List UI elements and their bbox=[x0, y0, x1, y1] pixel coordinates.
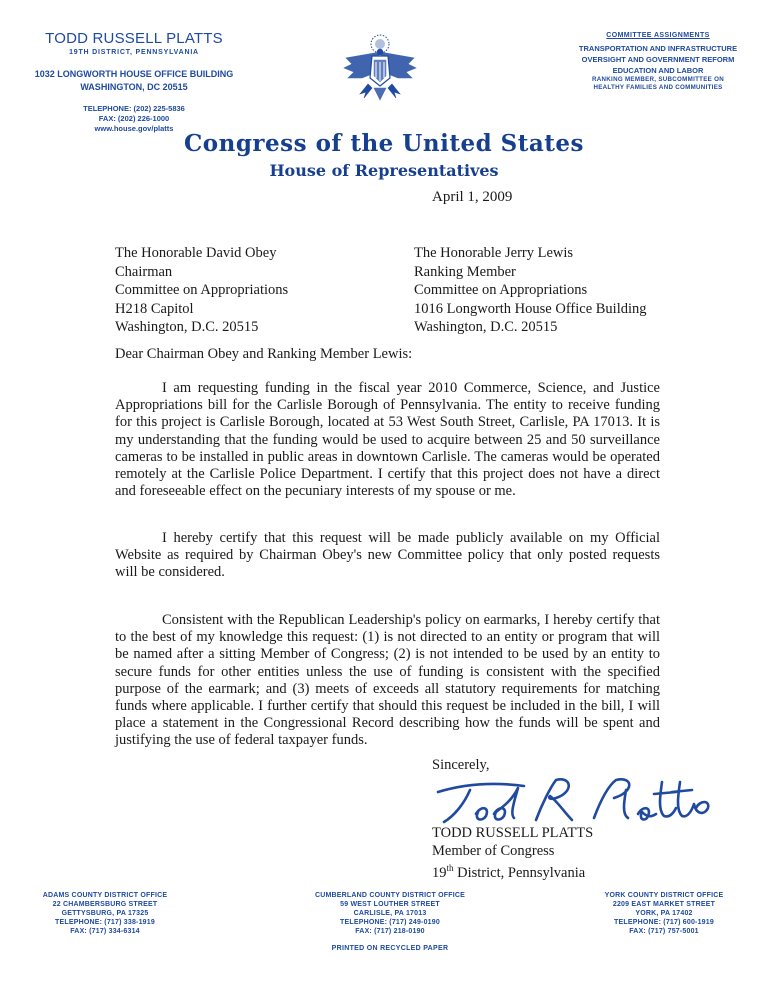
signer-title: Member of Congress bbox=[432, 842, 555, 859]
footer-line: FAX: (717) 218-0190 bbox=[355, 928, 425, 935]
address-line: The Honorable David Obey bbox=[115, 245, 277, 261]
member-district: 19TH DISTRICT, PENNSYLVANIA bbox=[69, 49, 199, 56]
footer-line: GETTYSBURG, PA 17325 bbox=[61, 910, 149, 917]
committee-assignments bbox=[548, 32, 768, 92]
closing: Sincerely, bbox=[432, 757, 490, 773]
body-paragraph-3 bbox=[115, 612, 660, 750]
subcommittee-line: RANKING MEMBER, SUBCOMMITTEE ON bbox=[591, 76, 725, 83]
address-line: Ranking Member bbox=[414, 263, 516, 280]
committee-item: TRANSPORTATION AND INFRASTRUCTURE bbox=[578, 44, 738, 53]
footer-line: 2209 EAST MARKET STREET bbox=[612, 901, 716, 908]
subcommittee-line: HEALTHY FAMILIES AND COMMUNITIES bbox=[593, 84, 723, 91]
footer-line: 59 WEST LOUTHER STREET bbox=[340, 901, 440, 908]
telephone: TELEPHONE: (202) 225-5836 bbox=[83, 104, 185, 113]
committee-label: COMMITTEE ASSIGNMENTS bbox=[606, 32, 710, 39]
office-line: 1032 LONGWORTH HOUSE OFFICE BUILDING bbox=[34, 69, 234, 79]
footer-line: CARLISLE, PA 17013 bbox=[353, 910, 427, 917]
website: www.house.gov/platts bbox=[94, 124, 174, 133]
great-seal-eagle-icon bbox=[338, 28, 422, 108]
letter-date: April 1, 2009 bbox=[432, 189, 513, 205]
salutation: Dear Chairman Obey and Ranking Member Lewis: bbox=[115, 346, 413, 362]
footer-line: FAX: (717) 757-5001 bbox=[629, 928, 699, 935]
masthead bbox=[0, 130, 768, 180]
recipient-address-right bbox=[414, 244, 647, 337]
address-line: Committee on Appropriations bbox=[115, 282, 289, 298]
footer-line: CUMBERLAND COUNTY DISTRICT OFFICE bbox=[315, 892, 465, 899]
house-title: House of Representatives bbox=[269, 161, 499, 180]
district-suffix: th bbox=[446, 863, 454, 873]
signer-district bbox=[432, 860, 593, 882]
recycled-paper-note: PRINTED ON RECYCLED PAPER bbox=[331, 945, 449, 952]
body-paragraph-1 bbox=[115, 380, 660, 500]
recipient-address-left bbox=[115, 244, 288, 337]
handwritten-signature bbox=[424, 770, 724, 830]
district-text: District, Pennsylvania bbox=[453, 864, 586, 881]
footer-york-office bbox=[580, 891, 748, 936]
office-line: WASHINGTON, DC 20515 bbox=[80, 82, 188, 92]
address-line: Washington, D.C. 20515 bbox=[414, 319, 558, 335]
paragraph-text: I hereby certify that this request will be made publicly available on my Official Website as required by Chairman Obey's new Committee policy that only posted requests will be considered. bbox=[115, 530, 660, 581]
footer-line: ADAMS COUNTY DISTRICT OFFICE bbox=[42, 892, 168, 899]
footer-line: FAX: (717) 334-6314 bbox=[70, 928, 140, 935]
footer-line: YORK, PA 17402 bbox=[635, 910, 693, 917]
signature-block bbox=[432, 825, 593, 882]
signer-name: TODD RUSSELL PLATTS bbox=[432, 825, 594, 841]
paragraph-text: Consistent with the Republican Leadership's policy on earmarks, I hereby certify that to the best of my knowledge this request: (1) is not directed to an entity or program that will be named after a sitting Member of Congress; (2) is not intended to be used by an entity to secure funds for other entities unless the use of funding is consistent with the specified purpose of the earmark; and (3) meets of exceeds all statutory requirements for matching funds where applicable. I further certify that should this request be included in the bill, I will place a statement in the Congressional Record describing how the funds will be spent and justifying the use of federal taxpayer funds. bbox=[115, 612, 660, 749]
address-line: Washington, D.C. 20515 bbox=[115, 319, 259, 335]
paragraph-text: I am requesting funding in the fiscal year 2010 Commerce, Science, and Justice Appropriations bill for the Carlisle Borough of Pennsylvania. The entity to receive funding for this project is Carlisle Borough, located at 53 West South Street, Carlisle, PA 17013. It is my understanding that the funding would be used to acquire between 25 and 50 surveillance cameras to be installed in public areas in downtown Carlisle. The cameras would be operated remotely at the Carlisle Police Department. I certify that this project does not have a direct and foreseeable effect on the pecuniary interests of my spouse or me. bbox=[115, 380, 660, 500]
footer-line: YORK COUNTY DISTRICT OFFICE bbox=[604, 892, 724, 899]
address-line: H218 Capitol bbox=[115, 300, 194, 317]
dc-office-address bbox=[0, 68, 268, 94]
address-line: The Honorable Jerry Lewis bbox=[414, 245, 574, 261]
fax: FAX: (202) 226-1000 bbox=[98, 114, 170, 123]
footer-line: TELEPHONE: (717) 338-1919 bbox=[55, 919, 155, 926]
footer-line: TELEPHONE: (717) 600-1919 bbox=[614, 919, 714, 926]
address-line: Committee on Appropriations bbox=[414, 282, 588, 298]
district-number: 19 bbox=[432, 864, 447, 881]
address-line: 1016 Longworth House Office Building bbox=[414, 300, 647, 317]
member-name: TODD RUSSELL PLATTS bbox=[45, 30, 223, 47]
congress-title: Congress of the United States bbox=[183, 130, 585, 157]
footer-adams-office bbox=[20, 891, 190, 936]
body-paragraph-2 bbox=[115, 530, 660, 582]
committee-item: OVERSIGHT AND GOVERNMENT REFORM bbox=[581, 55, 735, 64]
member-letterhead bbox=[0, 30, 268, 134]
footer-cumberland-office bbox=[300, 891, 480, 936]
footer-line: 22 CHAMBERSBURG STREET bbox=[52, 901, 158, 908]
committee-item: EDUCATION AND LABOR bbox=[612, 66, 704, 75]
address-line: Chairman bbox=[115, 263, 173, 280]
footer-line: TELEPHONE: (717) 249-0190 bbox=[340, 919, 440, 926]
